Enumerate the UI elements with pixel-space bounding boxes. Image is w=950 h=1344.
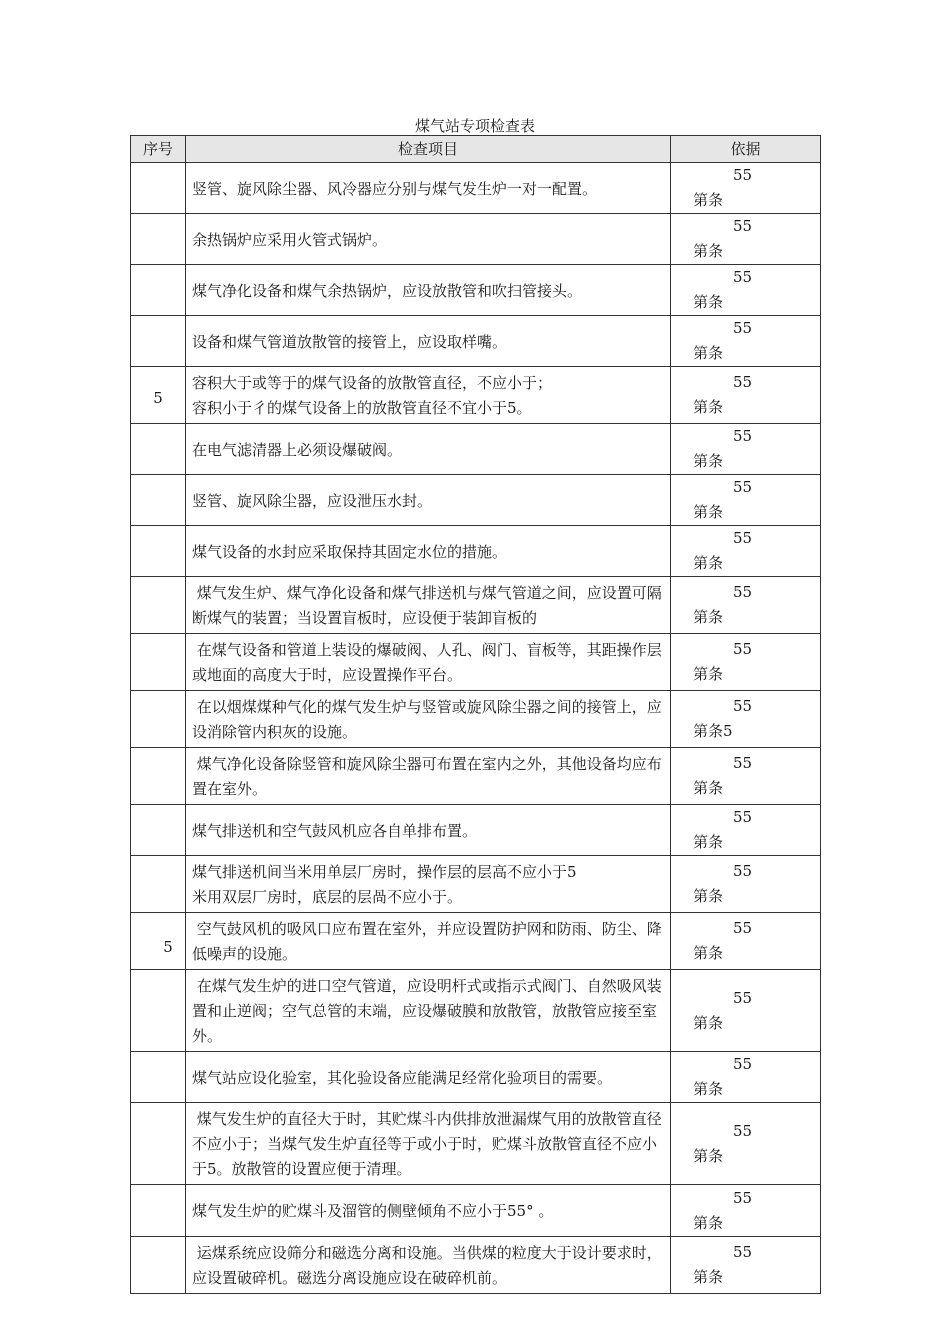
row-number [131,716,185,722]
check-item-cell [186,475,671,526]
basis-clause: 第条 [693,833,724,851]
table-row [131,163,821,214]
check-item-text: 在电气滤清器上必须设爆破阀。 [192,440,403,459]
basis-cell [671,748,821,805]
check-item-text: 容积大于或等于的煤气设备的放散管直径，不应小于； 容积小于彳的煤气设备上的放散管直径不宜小于5。 [192,374,553,417]
check-item-cell [186,526,671,577]
basis-clause: 第条 [693,1268,724,1286]
row-number-cell [131,577,186,634]
row-number-cell [131,805,186,856]
check-item-text: 煤气净化设备除竖管和旋风除尘器可布置在室内之外，其他设备均应布置在室外。 [192,755,662,798]
row-number-cell [131,634,186,691]
table-row [131,634,821,691]
basis-code: 55 [733,640,753,658]
basis-code: 55 [733,217,753,235]
basis-cell [671,265,821,316]
basis-code: 55 [733,919,753,937]
table-row [131,805,821,856]
basis-clause: 第条 [693,293,724,311]
basis-clause: 第条 [693,1146,724,1165]
basis-clause: 第条 [693,452,724,470]
basis-code: 55 [733,862,753,880]
check-item-cell [186,634,671,691]
check-item-cell [186,748,671,805]
basis-cell [671,1185,821,1237]
basis-cell [671,805,821,856]
check-item-cell [186,1052,671,1103]
basis-code: 55 [733,478,753,496]
table-row [131,367,821,424]
basis-clause: 第条 [693,554,724,572]
check-item-cell [186,691,671,748]
row-number-cell [131,424,186,475]
basis-cell [671,1052,821,1103]
basis-clause: 第条5 [693,722,733,740]
basis-clause: 第条 [693,944,724,962]
basis-code: 55 [733,1121,753,1140]
row-number-cell [131,265,186,316]
row-number [131,497,185,503]
basis-code: 55 [733,988,753,1007]
table-row [131,214,821,265]
row-number [131,1074,185,1080]
basis-code: 55 [733,1243,753,1261]
row-number [131,446,185,452]
row-number [131,1008,185,1014]
table-row [131,1103,821,1185]
basis-code: 55 [733,373,753,391]
table-row [131,526,821,577]
check-item-text: 空气鼓风机的吸风口应布置在室外，并应设置防护网和防雨、防尘、降低噪声的设施。 [192,920,662,963]
basis-cell [671,214,821,265]
inspection-table [130,135,821,1294]
basis-code: 55 [733,754,753,772]
basis-clause: 第条 [693,887,724,905]
table-row [131,856,821,913]
basis-cell [671,475,821,526]
check-item-text: 竖管、旋风除尘器、风冷器应分别与煤气发生炉一对一配置。 [192,179,598,198]
row-number-cell [131,748,186,805]
basis-cell [671,1237,821,1294]
row-number-cell [131,526,186,577]
check-item-text: 煤气发生炉、煤气净化设备和煤气排送机与煤气管道之间，应设置可隔断煤气的装置；当设置盲板时，应设便于装卸盲板的 [192,584,662,627]
basis-clause: 第条 [693,665,724,683]
header-item: 检查项目 [186,136,671,163]
row-number-cell [131,1052,186,1103]
basis-clause: 第条 [693,779,724,797]
basis-cell [671,1103,821,1185]
table-row [131,1185,821,1237]
basis-cell [671,634,821,691]
check-item-cell [186,1103,671,1185]
basis-cell [671,856,821,913]
row-number-cell [131,214,186,265]
row-number [131,773,185,779]
table-row [131,475,821,526]
basis-code: 55 [733,1188,753,1207]
table-row [131,577,821,634]
table-row [131,748,821,805]
table-row [131,970,821,1052]
row-number [131,659,185,665]
table-row [131,691,821,748]
check-item-cell [186,1237,671,1294]
row-number-cell [131,367,186,424]
page-title: 煤气站专项检查表 [414,117,535,135]
check-item-cell [186,913,671,970]
basis-cell [671,367,821,424]
check-item-text: 煤气发生炉的直径大于时，其贮煤斗内供排放泄漏煤气用的放散管直径不应小于；当煤气发生炉直径等于或小于时，贮煤斗放散管直径不应小于5。放散管的设置应便于清理。 [192,1110,662,1178]
check-item-text: 设备和煤气管道放散管的接管上，应设取样嘴。 [192,332,508,351]
row-number [131,1141,185,1147]
check-item-text: 煤气设备的水封应采取保持其固定水位的措施。 [192,542,508,561]
row-number-cell [131,316,186,367]
check-item-text: 在煤气设备和管道上装设的爆破阀、人孔、阀门、盲板等，其距操作层或地面的高度大于时，应设置操作平台。 [192,641,662,684]
check-item-text: 煤气发生炉的贮煤斗及溜管的侧壁倾角不应小于55° 。 [192,1202,554,1220]
basis-clause: 第条 [693,191,724,209]
row-number-cell [131,1237,186,1294]
check-item-text: 煤气净化设备和煤气余热锅炉，应设放散管和吹扫管接头。 [192,281,583,300]
check-item-cell [186,316,671,367]
row-number [131,287,185,293]
row-number-cell [131,1103,186,1185]
row-number [131,827,185,833]
check-item-cell [186,265,671,316]
check-item-text: 煤气排送机和空气鼓风机应各自单排布置。 [192,821,478,840]
basis-code: 55 [733,1055,753,1073]
basis-clause: 第条 [693,242,724,260]
check-item-text: 竖管、旋风除尘器，应设泄压水封。 [192,491,433,510]
basis-code: 55 [733,268,753,286]
table-row [131,316,821,367]
check-item-text: 余热锅炉应采用火管式锅炉。 [192,230,388,249]
check-item-cell [186,1185,671,1237]
basis-cell [671,913,821,970]
check-item-cell [186,424,671,475]
check-item-cell [186,214,671,265]
row-number-cell [131,856,186,913]
table-row [131,913,821,970]
row-number [131,602,185,608]
row-number [131,338,185,344]
basis-cell [671,577,821,634]
basis-code: 55 [733,319,753,337]
check-item-text: 在以烟煤煤种气化的煤气发生炉与竖管或旋风除尘器之间的接管上，应设消除管内积灰的设施。 [192,698,662,741]
basis-code: 55 [733,529,753,547]
row-number [131,185,185,191]
check-item-cell [186,163,671,214]
table-row [131,424,821,475]
row-number-cell [131,475,186,526]
basis-cell [671,526,821,577]
basis-clause: 第条 [693,608,724,626]
header-basis: 依据 [671,136,821,163]
basis-clause: 第条 [693,344,724,362]
basis-code: 55 [733,583,753,601]
basis-cell [671,163,821,214]
check-item-cell [186,805,671,856]
basis-cell [671,316,821,367]
check-item-cell [186,856,671,913]
row-number-cell [131,970,186,1052]
row-number-cell [131,913,186,970]
basis-code: 55 [733,427,753,445]
row-number: 5 [163,938,173,956]
check-item-cell [186,367,671,424]
basis-clause: 第条 [693,503,724,521]
table-row [131,1237,821,1294]
header-no: 序号 [131,136,186,163]
basis-cell [671,970,821,1052]
row-number: 5 [153,389,163,407]
row-number [131,1262,185,1268]
row-number [131,236,185,242]
check-item-text: 煤气排送机间当米用单层厂房时，操作层的层高不应小于5 米用双层厂房时，底层的层咼不应小于。 [192,863,577,906]
table-row [131,265,821,316]
row-number [131,1208,185,1214]
row-number [131,548,185,554]
row-number-cell [131,1185,186,1237]
check-item-text: 煤气站应设化验室，其化验设备应能满足经常化验项目的需要。 [192,1068,613,1087]
basis-code: 55 [733,808,753,826]
basis-cell [671,424,821,475]
row-number-cell [131,691,186,748]
check-item-cell [186,970,671,1052]
check-item-cell [186,577,671,634]
basis-clause: 第条 [693,1013,724,1032]
table-row [131,1052,821,1103]
basis-code: 55 [733,166,753,184]
basis-cell [671,691,821,748]
check-item-text: 运煤系统应设筛分和磁选分离和设施。当供煤的粒度大于设计要求时，应设置破碎机。磁选分离设施应设在破碎机前。 [192,1244,662,1287]
basis-clause: 第条 [693,1213,724,1232]
row-number [131,881,185,887]
basis-clause: 第条 [693,1080,724,1098]
basis-code: 55 [733,697,753,715]
basis-clause: 第条 [693,398,724,416]
row-number-cell [131,163,186,214]
table-header-row [131,136,821,163]
check-item-text: 在煤气发生炉的进口空气管道，应设明杆式或指示式阀门、自然吸风装置和止逆阀；空气总管的末端，应设爆破膜和放散管，放散管应接至室外。 [192,977,662,1045]
